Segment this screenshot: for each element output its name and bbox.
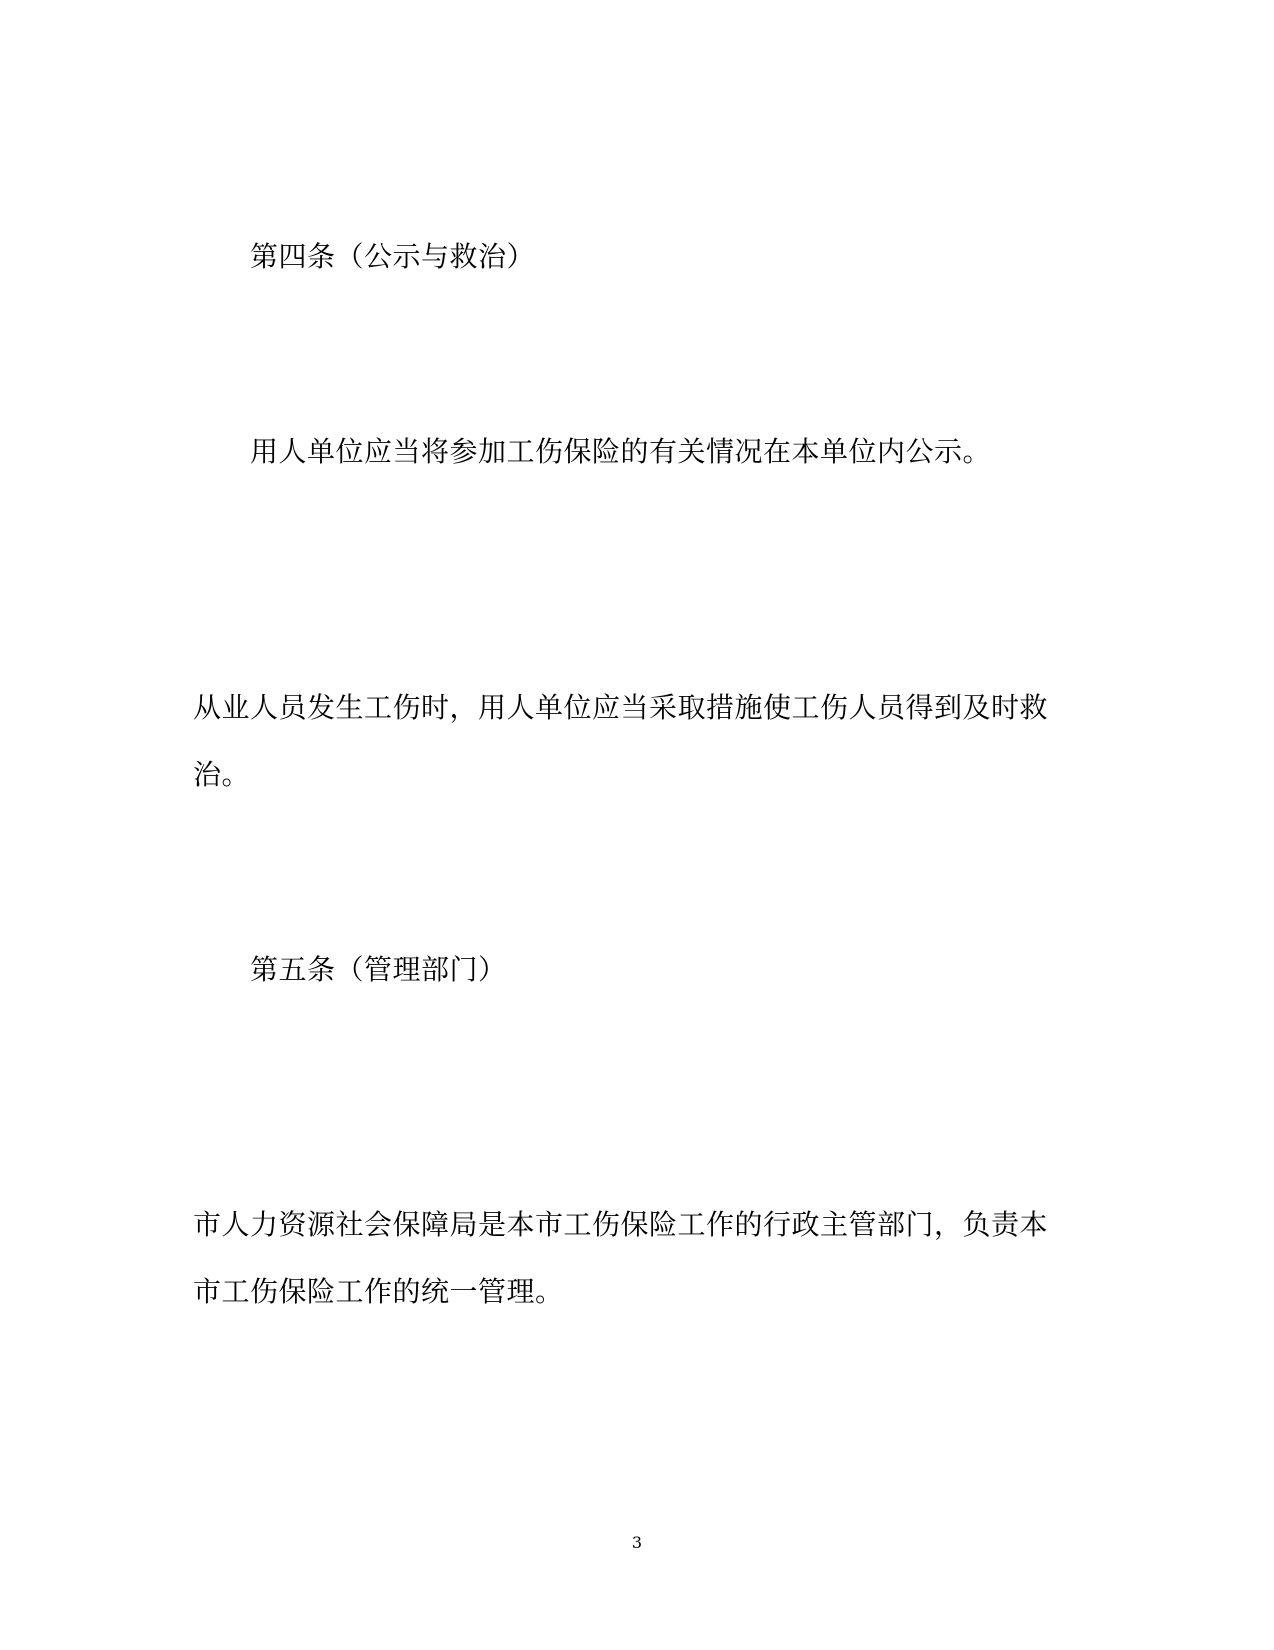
article-4-paragraph-2-line-1: 从业人员发生工伤时，用人单位应当采取措施使工伤人员得到及时救 <box>193 691 1049 724</box>
article-5-paragraph-1-line-2: 市工伤保险工作的统一管理。 <box>193 1275 564 1308</box>
article-5-paragraph-1-line-1: 市人力资源社会保障局是本市工伤保险工作的行政主管部门，负责本 <box>193 1208 1049 1241</box>
article-5-heading: 第五条（管理部门） <box>250 953 507 986</box>
article-4-heading: 第四条（公示与救治） <box>250 240 536 273</box>
page-number: 3 <box>631 1533 643 1552</box>
article-4-paragraph-2-line-2: 治。 <box>193 758 251 791</box>
article-4-paragraph-1: 用人单位应当将参加工伤保险的有关情况在本单位内公示。 <box>250 435 992 468</box>
